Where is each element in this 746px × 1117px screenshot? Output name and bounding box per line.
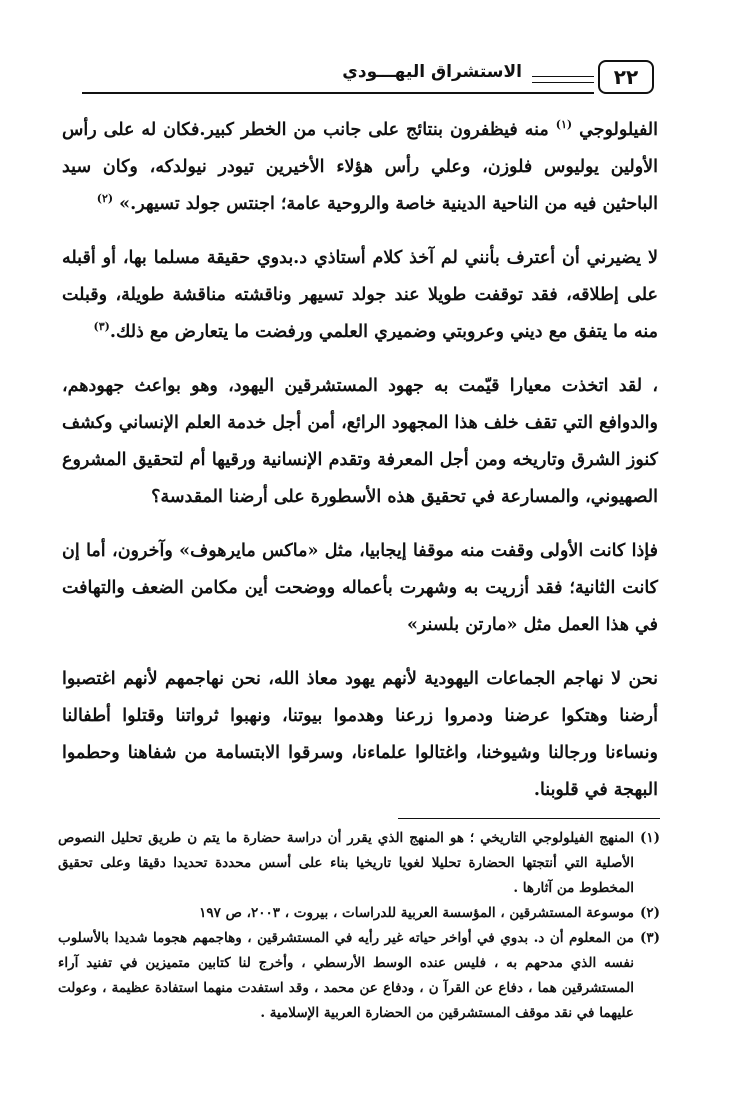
footnote-number: (٢) <box>639 905 660 921</box>
footnotes <box>58 826 660 1026</box>
footnote-ref: (٣) <box>93 320 110 334</box>
paragraph: الفيلولوجي $^{(١)}$ منه فيظفرون بنتائج على جانب من الخطر كبير.فكان له على رأس الأولين يوليوس فلوزن، وعلي رأس هؤلاء الأخيرين تيودر نيولدكه، وكان سيد الباحثين فيه من الناحية الدينية خاصة والروحية عامة؛ اجنتس جولد تسيهر.» $^{(٢)}$ <box>62 118 659 214</box>
footnote-separator <box>398 818 660 819</box>
footnote <box>58 901 660 926</box>
footnote-number: (١) <box>639 830 660 846</box>
paragraph: لا يضيرني أن أعترف بأنني لم آخذ كلام أستاذي د.بدوي حقيقة مسلما بها، أو أقبله على إطلاقه، فقد توقفت طويلا عند جولد تسيهر وناقشته مناقشة طويلة، وقبلت منه ما يتفق مع ديني وعروبتي وضميري العلمي ورفضت ما يتعارض مع ذلك.$^{(٣)}$ <box>62 248 658 342</box>
footnote-text: موسوعة المستشرقين ، المؤسسة العربية للدراسات ، بيروت ، ٢٠٠٣، ص ١٩٧ <box>199 905 634 921</box>
footnote-ref: (١) <box>555 118 573 132</box>
paragraph: ، لقد اتخذت معيارا قيّمت به جهود المستشرقين اليهود، وهو بواعث جهودهم، والدوافع التي تقف خلف هذا المجهود الرائع، أمن أجل خدمة العلم الإنساني وكشف كنوز الشرق وتاريخه ومن أجل المعرفة وتقدم الإنسانية ورقيها أم لتحقيق المشروع الصهيوني، والمسارعة في تحقيق هذه الأسطورة على أرضنا المقدسة؟ <box>62 376 658 507</box>
main-text <box>62 112 658 826</box>
footnote-number: (٣) <box>639 930 660 946</box>
footnote <box>58 926 660 1026</box>
page-number: ٢٢ <box>598 60 654 94</box>
footnote-ref: (٢) <box>96 192 114 206</box>
paragraph: نحن لا نهاجم الجماعات اليهودية لأنهم يهود معاذ الله، نحن نهاجمهم لأنهم اغتصبوا أرضنا وهتكوا عرضنا ودمروا زرعنا وهدموا بيوتنا، ونهبوا ثرواتنا وقتلوا أطفالنا ونساءنا ورجالنا وشيوخنا، واغتالوا علماءنا، وسرقوا الابتسامة من شفاهنا وحطموا البهجة في قلوبنا. <box>62 669 658 800</box>
footnote <box>58 826 660 901</box>
page-header <box>82 58 654 100</box>
paragraph: فإذا كانت الأولى وقفت منه موقفا إيجابيا، مثل «ماكس مايرهوف» وآخرون، أما إن كانت الثانية؛ فقد أزريت به وشهرت بأعماله ووضحت أين مكامن الضعف والتهافت في هذا العمل مثل «مارتن بلسنر» <box>62 541 658 635</box>
header-ornament-line <box>532 76 594 77</box>
running-title: الاستشراق اليهـــودي <box>342 62 522 82</box>
footnote-text: من المعلوم أن د. بدوي في أواخر حياته غير رأيه في المستشرقين ، وهاجمهم هجوما شديدا بالأسلوب نفسه الذي مدحهم به ، فليس عنده الوسط الأرسطي ، وأخرج لنا كتابين متميزين في تفنيد آراء المستشرقين هما ، دفاع عن القرآ ن ، ودفاع عن محمد ، وقد استفدت منهما استفادة عظيمة ، وعولت عليهما في نقد موقف المستشرقين من الحضارة العربية الإسلامية . <box>58 930 634 1021</box>
header-ornament-line <box>532 82 594 83</box>
footnote-text: المنهج الفيلولوجي التاريخي ؛ هو المنهج الذي يقرر أن دراسة حضارة ما يتم ن طريق تحليل النصوص الأصلية التي أنتجتها الحضارة تحليلا لغويا تاريخيا بناء على أسس محددة تحديدا دقيقا وعلى تحقيق المخطوط من آثارها . <box>58 830 634 896</box>
header-rule <box>82 92 594 94</box>
